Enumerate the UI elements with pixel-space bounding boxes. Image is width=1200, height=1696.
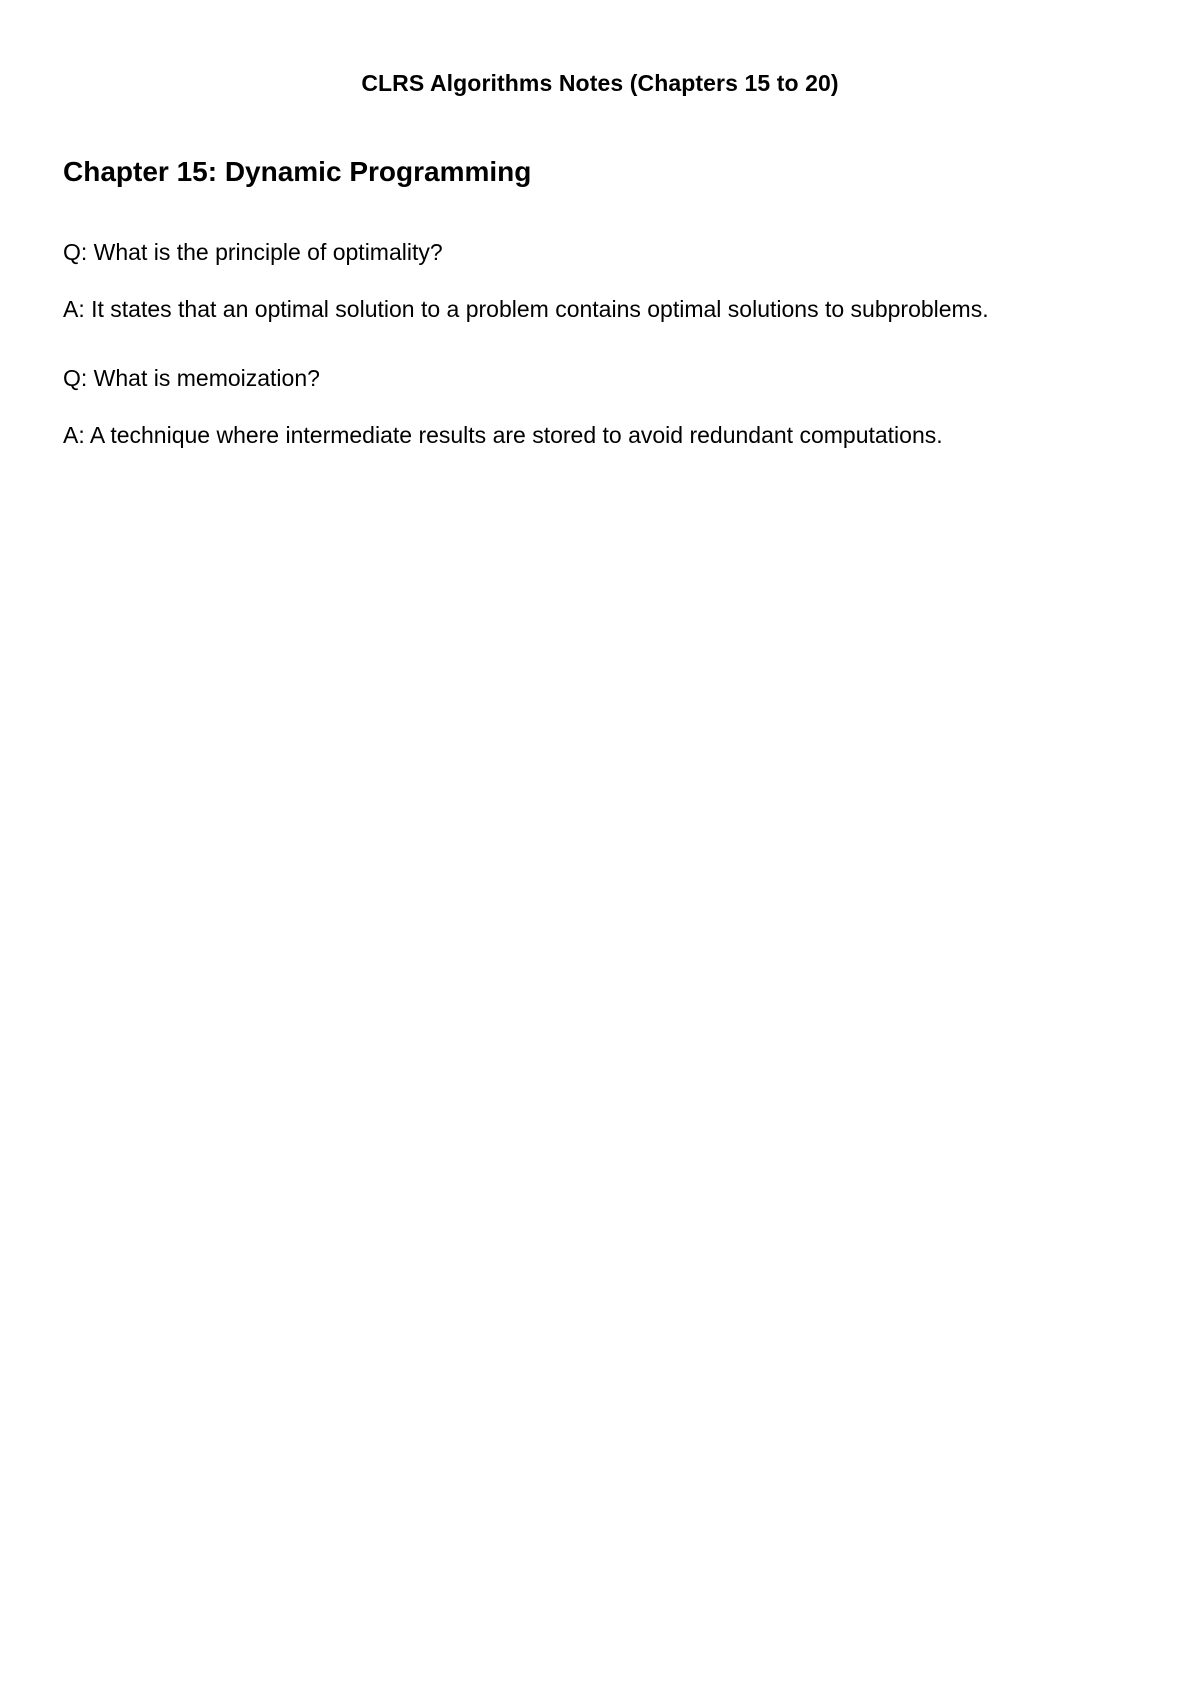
chapter-heading: Chapter 15: Dynamic Programming — [63, 156, 532, 187]
answer-2: A: A technique where intermediate results are stored to avoid redundant computations. — [63, 422, 943, 448]
question-2: Q: What is memoization? — [63, 365, 320, 391]
document-title: CLRS Algorithms Notes (Chapters 15 to 20) — [361, 70, 839, 96]
question-1: Q: What is the principle of optimality? — [63, 239, 443, 265]
answer-1: A: It states that an optimal solution to a problem contains optimal solutions to subproblems. — [63, 296, 989, 322]
